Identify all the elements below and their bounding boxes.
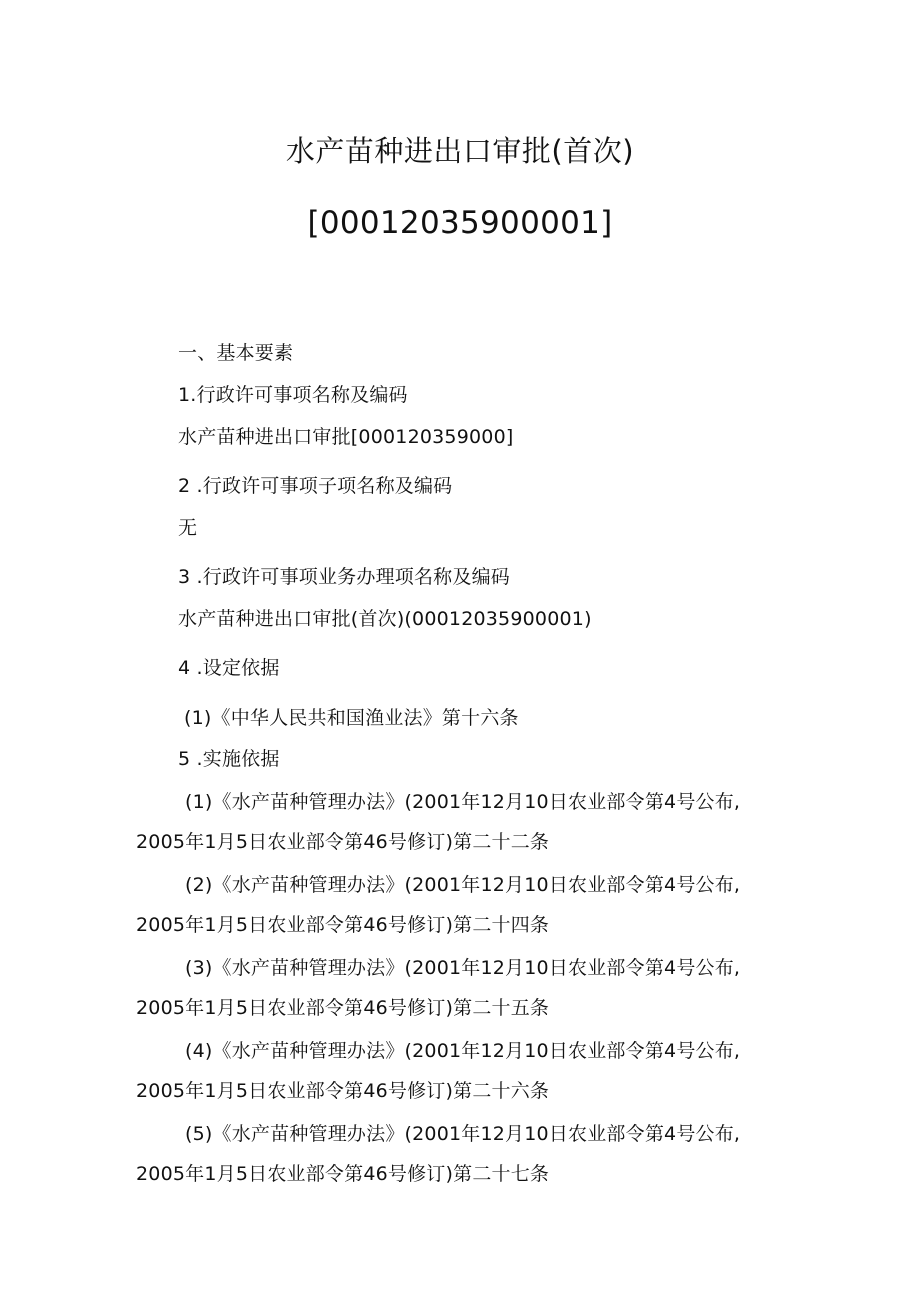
item3-heading: 3 .行政许可事项业务办理项名称及编码 (178, 566, 510, 588)
item2-value: 无 (178, 517, 198, 539)
implementation-basis-line: (2)《水产苗种管理办法》(2001年12月10日农业部令第4号公布, (185, 874, 741, 896)
document-code: [00012035900001] (307, 205, 613, 241)
implementation-basis-line: (1)《水产苗种管理办法》(2001年12月10日农业部令第4号公布, (185, 791, 741, 813)
implementation-basis-line: 2005年1月5日农业部令第46号修订)第二十四条 (136, 914, 550, 936)
item4-basis: (1)《中华人民共和国渔业法》第十六条 (184, 707, 519, 729)
implementation-basis-line: (3)《水产苗种管理办法》(2001年12月10日农业部令第4号公布, (185, 957, 741, 979)
item4-heading: 4 .设定依据 (178, 657, 280, 679)
implementation-basis-line: (4)《水产苗种管理办法》(2001年12月10日农业部令第4号公布, (185, 1040, 741, 1062)
section-heading-basic-elements: 一、基本要素 (178, 342, 294, 364)
implementation-basis-line: 2005年1月5日农业部令第46号修订)第二十七条 (136, 1163, 550, 1185)
item1-heading: 1.行政许可事项名称及编码 (178, 384, 408, 406)
implementation-basis-line: 2005年1月5日农业部令第46号修订)第二十六条 (136, 1080, 550, 1102)
implementation-basis-line: 2005年1月5日农业部令第46号修订)第二十二条 (136, 831, 550, 853)
item1-value: 水产苗种进出口审批[000120359000] (178, 426, 514, 448)
document-title: 水产苗种进出口审批(首次) (285, 134, 635, 168)
item5-heading: 5 .实施依据 (178, 748, 280, 770)
item2-heading: 2 .行政许可事项子项名称及编码 (178, 475, 453, 497)
implementation-basis-line: (5)《水产苗种管理办法》(2001年12月10日农业部令第4号公布, (185, 1123, 741, 1145)
implementation-basis-line: 2005年1月5日农业部令第46号修订)第二十五条 (136, 997, 550, 1019)
item3-value: 水产苗种进出口审批(首次)(00012035900001) (178, 608, 592, 630)
